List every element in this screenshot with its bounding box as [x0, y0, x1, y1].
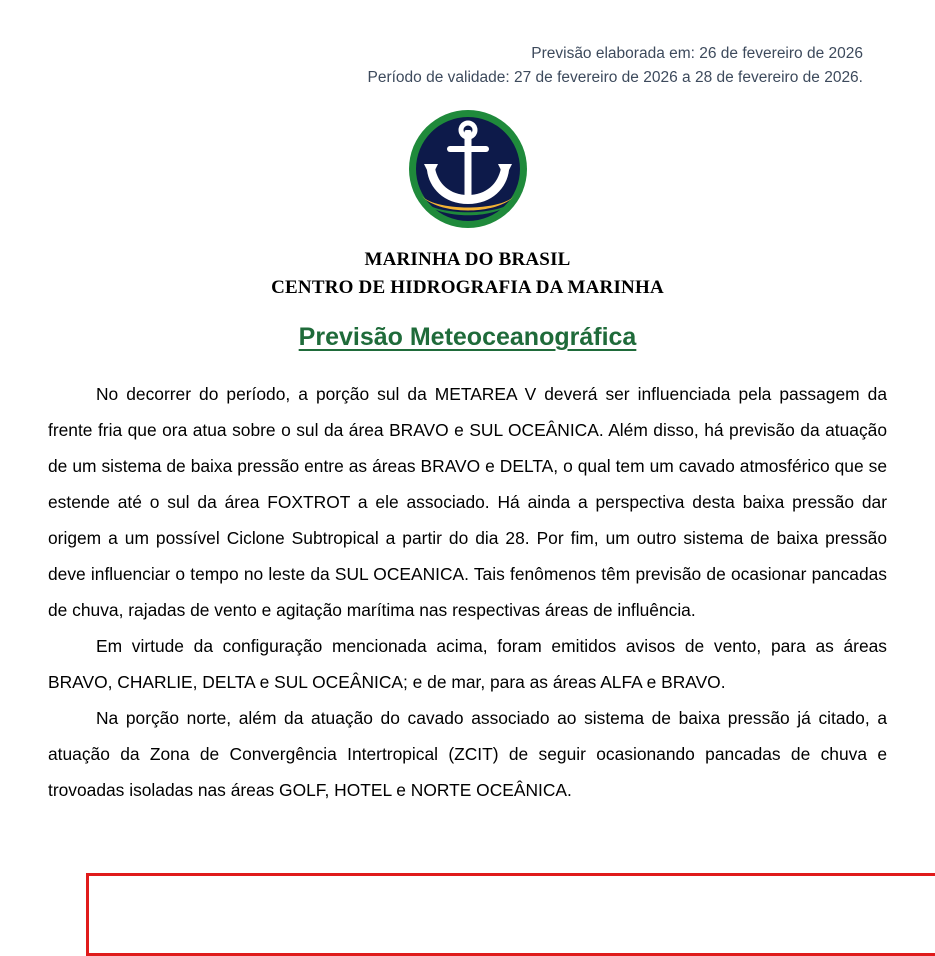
issued-date-line: Previsão elaborada em: 26 de fevereiro de 2026 — [531, 45, 863, 62]
validity-period-line: Período de validade: 27 de fevereiro de 2026 a 28 de fevereiro de 2026. — [367, 69, 863, 87]
marinha-crest-icon — [400, 108, 536, 230]
organization-heading — [0, 246, 935, 301]
forecast-body — [48, 376, 887, 808]
org-line-center: CENTRO DE HIDROGRAFIA DA MARINHA — [271, 276, 664, 298]
paragraph-warnings: Em virtude da configuração mencionada acima, foram emitidos avisos de vento, para as áreas BRAVO, CHARLIE, DELTA e SUL OCEÂNICA; e de mar, para as áreas ALFA e BRAVO. — [48, 636, 887, 693]
forecast-metadata — [0, 0, 935, 90]
paragraph-north-region: Na porção norte, além da atuação do cavado associado ao sistema de baixa pressão já citado, a atuação da Zona de Convergência Intertropical (ZCIT) de seguir ocasionando pancadas de chuva e trovoadas isoladas nas áreas GOLF, HOTEL e NORTE OCEÂNICA. — [48, 708, 887, 801]
paragraph-main-synopsis: No decorrer do período, a porção sul da METAREA V deverá ser influenciada pela passagem da frente fria que ora atua sobre o sul da área BRAVO e SUL OCEÂNICA. Além disso, há previsão da atuação de um sistema de baixa pressão entre as áreas BRAVO e DELTA, o qual tem um cavado atmosférico que se estende até o sul da área FOXTROT a ele associado. Há ainda a perspectiva desta baixa pressão dar origem a um possível Ciclone Subtropical a partir do dia 28. Por fim, um outro sistema de baixa pressão deve influenciar o tempo no leste da SUL OCEANICA. Tais fenômenos têm previsão de ocasionar pancadas de chuva, rajadas de vento e agitação marítima nas respectivas áreas de influência. — [48, 384, 887, 621]
red-rectangle-highlight — [86, 873, 935, 956]
page-title: Previsão Meteoceanográfica — [298, 323, 637, 352]
org-line-navy: MARINHA DO BRASIL — [364, 249, 571, 271]
crest-container — [0, 108, 935, 230]
